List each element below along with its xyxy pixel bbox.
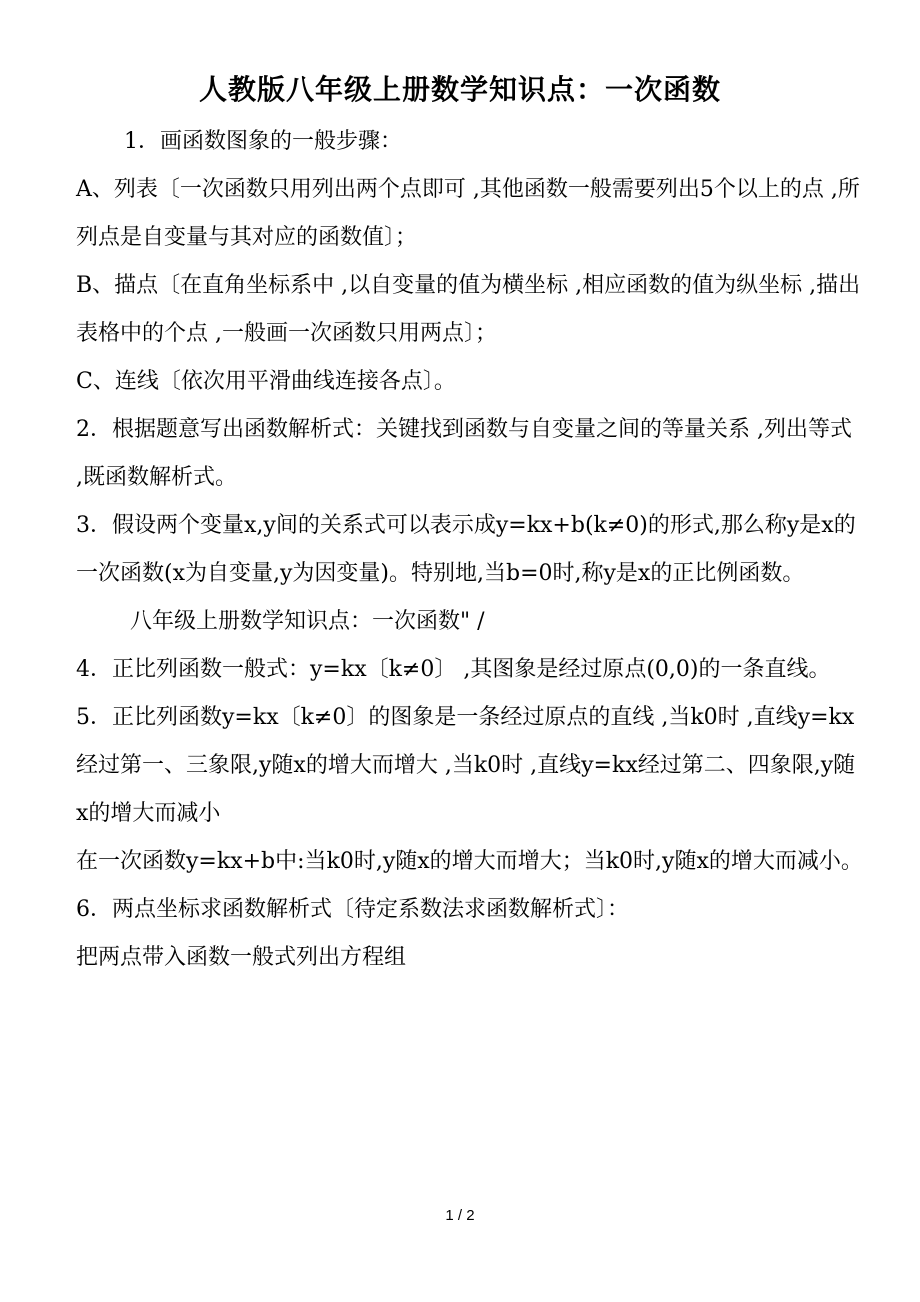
paragraph-proportional-graph: 5．正比列函数y=kx〔k≠0〕的图象是一条经过原点的直线 ,当k0时 ,直线y=kx经过第一、三象限,y随x的增大而增大 ,当k0时 ,直线y=kx经过第二、四象限,y随x的增大而减小 <box>76 705 856 826</box>
paragraph-linear-definition: 3．假设两个变量x,y间的关系式可以表示成y=kx+b(k≠0)的形式,那么称y是x的一次函数(x为自变量,y为因变量)。特别地,当b=0时,称y是x的正比例函数。 <box>76 513 856 586</box>
document-title: 人教版八年级上册数学知识点：一次函数 <box>198 73 721 106</box>
paragraph-equation-system: 把两点带入函数一般式列出方程组 <box>76 945 407 970</box>
paragraph-step-heading: 1．画函数图象的一般步骤： <box>124 129 402 154</box>
document-body <box>68 118 863 982</box>
paragraph-connect-lines: C、连线〔依次用平滑曲线连接各点〕。 <box>76 369 456 394</box>
paragraph-proportional-form: 4．正比列函数一般式：y=kx〔k≠0〕 ,其图象是经过原点(0,0)的一条直线。 <box>76 657 831 682</box>
paragraph-two-point-method: 6．两点坐标求函数解析式〔待定系数法求函数解析式〕： <box>76 897 629 922</box>
page-number: 1 / 2 <box>445 1207 475 1224</box>
paragraph-list-table: A、列表〔一次函数只用列出两个点即可 ,其他函数一般需要列出5个以上的点 ,所列点是自变量与其对应的函数值〕； <box>76 177 860 250</box>
paragraph-plot-points: B、描点〔在直角坐标系中 ,以自变量的值为横坐标 ,相应函数的值为纵坐标 ,描出表格中的个点 ,一般画一次函数只用两点〕； <box>76 273 861 346</box>
paragraph-section-label: 八年级上册数学知识点：一次函数" / <box>130 609 485 634</box>
paragraph-write-expression: 2．根据题意写出函数解析式：关键找到函数与自变量之间的等量关系 ,列出等式 ,既函数解析式。 <box>76 417 852 490</box>
paragraph-linear-monotonicity: 在一次函数y=kx+b中:当k0时,y随x的增大而增大；当k0时,y随x的增大而减小。 <box>76 849 863 874</box>
